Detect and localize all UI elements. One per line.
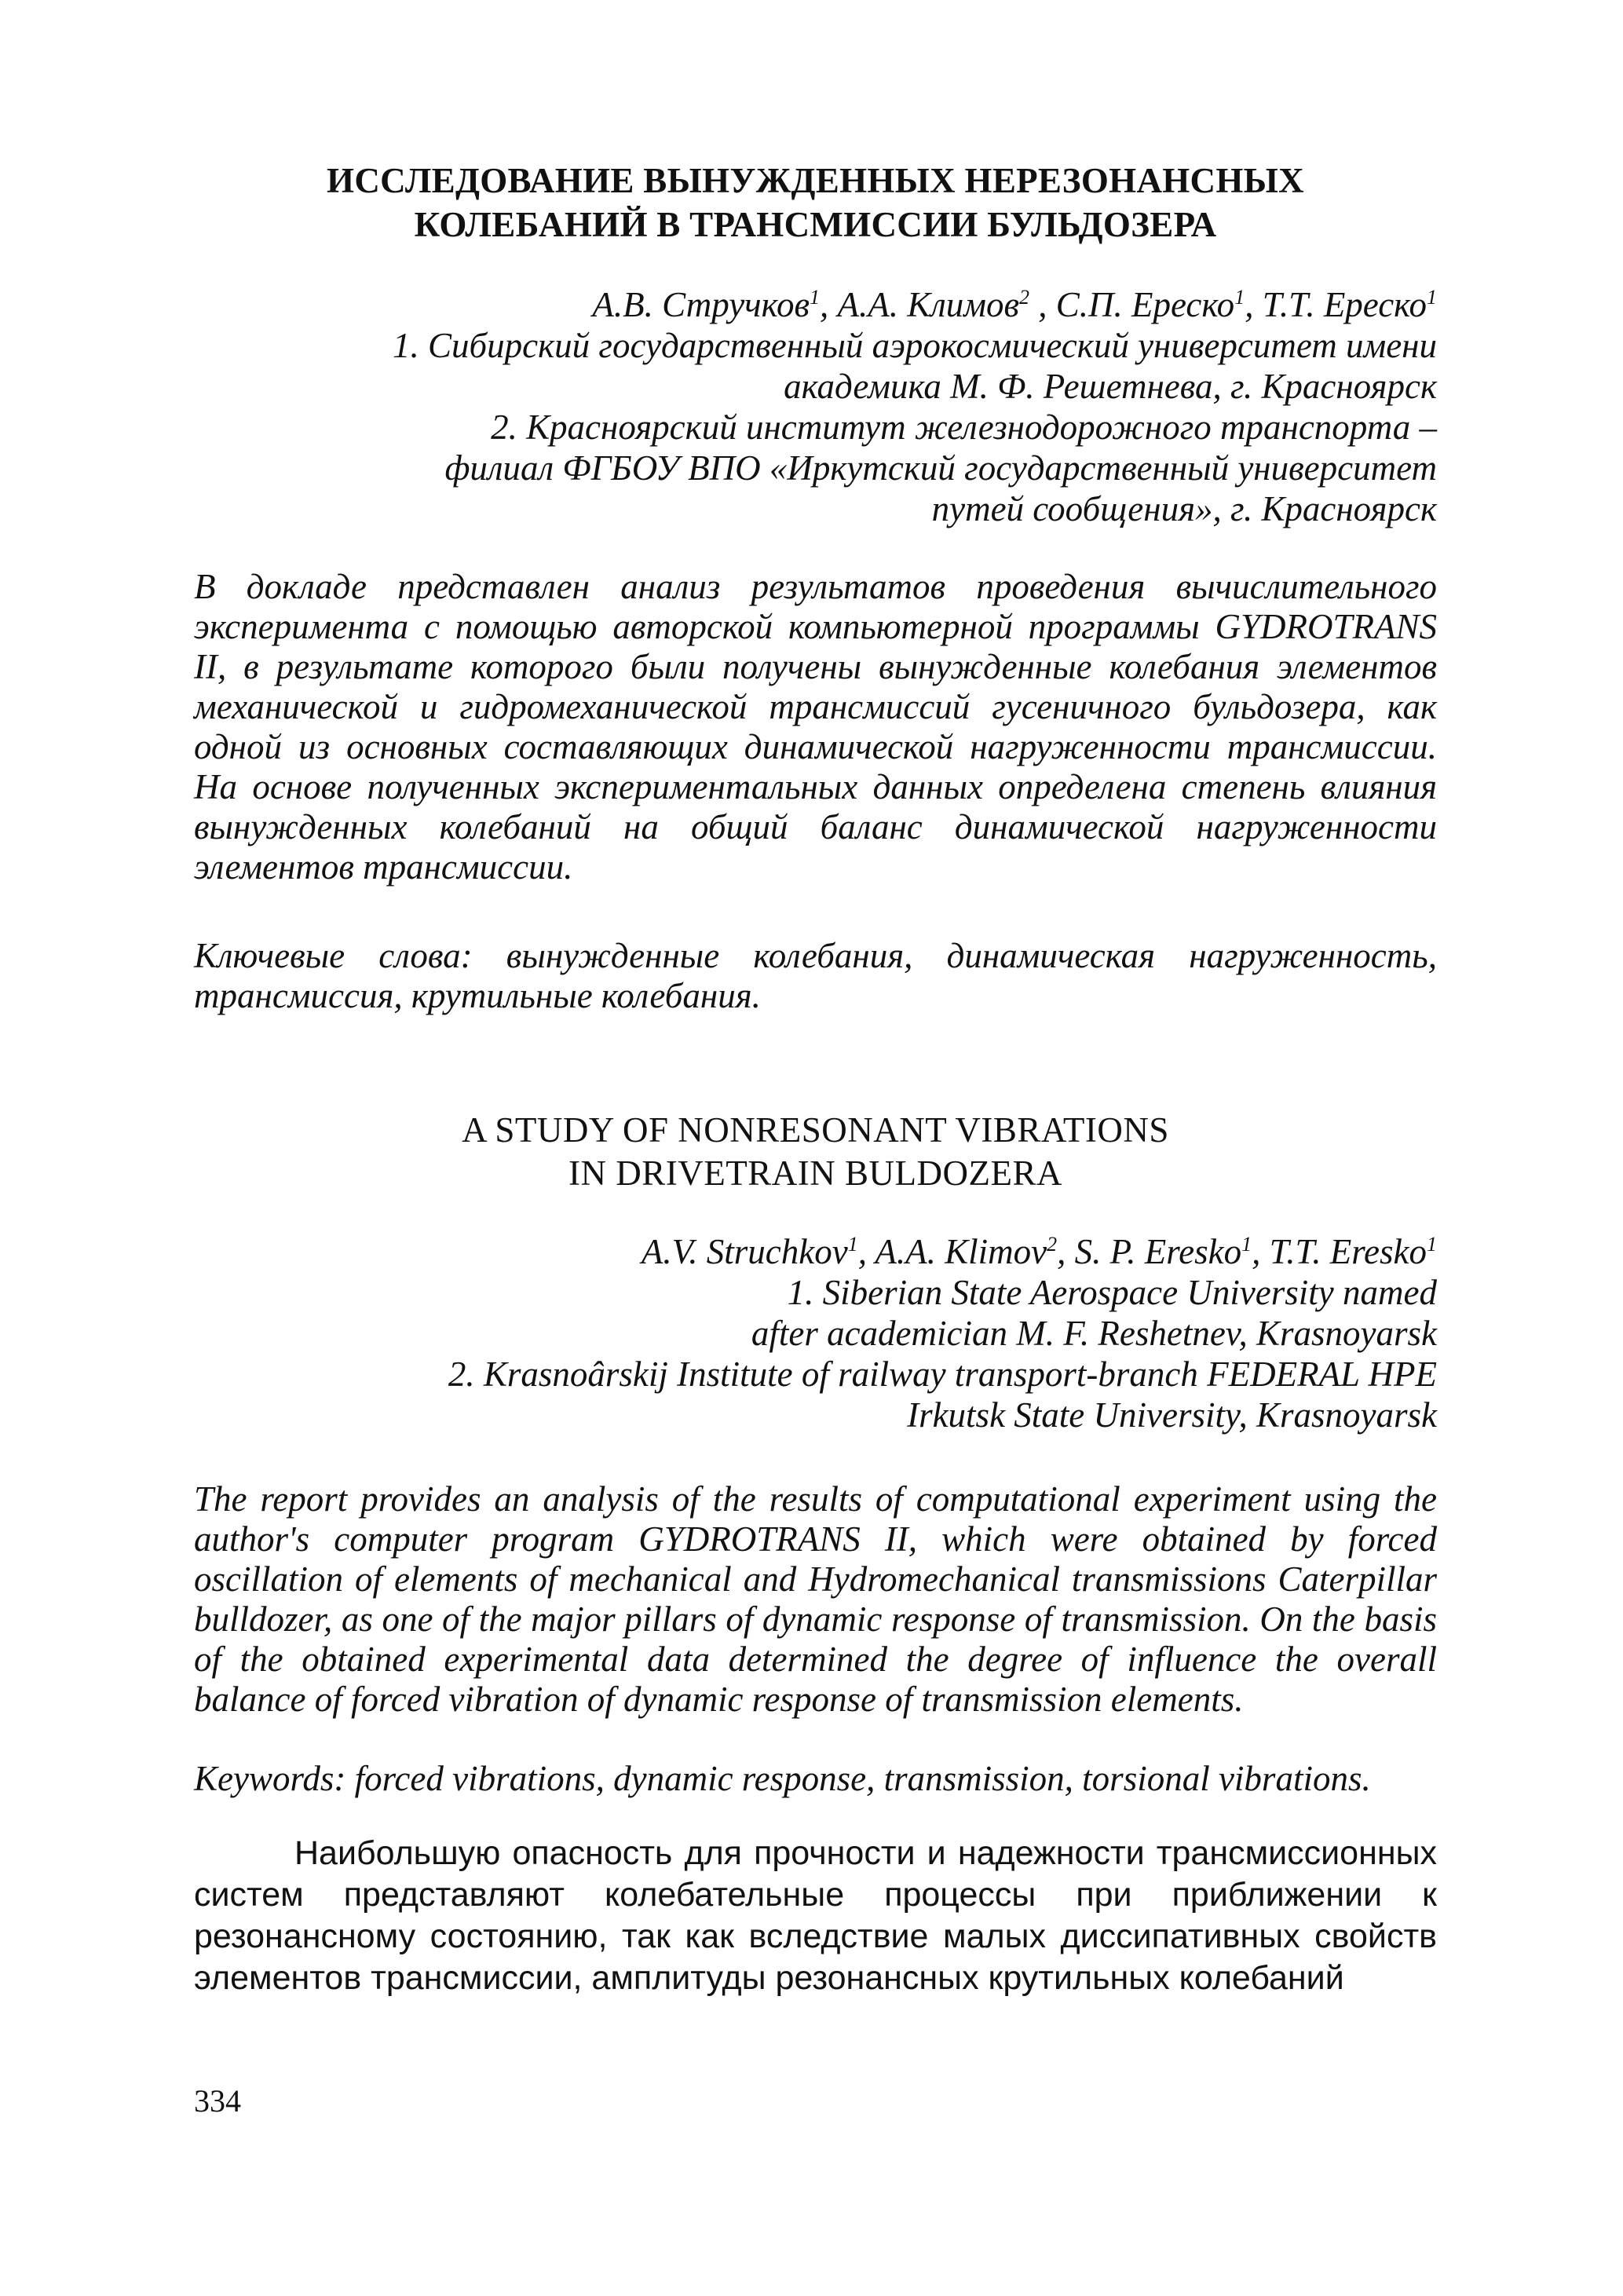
author-ru-3-affil: 1 bbox=[1234, 286, 1245, 309]
author-en-2: , A.A. Klimov bbox=[857, 1232, 1047, 1271]
author-en-1-affil: 1 bbox=[847, 1233, 858, 1256]
paper-title-ru bbox=[194, 159, 1437, 247]
title-ru-line-1: ИССЛЕДОВАНИЕ ВЫНУЖДЕННЫХ НЕРЕЗОНАНСНЫХ bbox=[327, 161, 1304, 200]
author-ru-1: А.В. Стручков bbox=[592, 285, 810, 324]
abstract-en: The report provides an analysis of the results of computational experiment using the author's computer program GYDROTRANS II, which were obtained by forced oscillation of elements of mechanical and Hydromechanical transmissions Caterpillar bulldozer, as one of the major pillars of dynamic response of transmission. On the basis of the obtained experimental data determined the degree of influence the overall balance of forced vibration of dynamic response of transmission elements. bbox=[194, 1479, 1437, 1719]
affiliation-ru-line: путей сообщения», г. Красноярск bbox=[931, 489, 1437, 528]
author-ru-1-affil: 1 bbox=[810, 286, 820, 309]
author-en-1: A.V. Struchkov bbox=[641, 1232, 848, 1271]
title-en-line-1: A STUDY OF NONRESONANT VIBRATIONS bbox=[462, 1110, 1169, 1150]
authors-block-ru bbox=[194, 284, 1437, 529]
title-en-line-2: IN DRIVETRAIN BULDOZERA bbox=[568, 1153, 1062, 1193]
author-list-en bbox=[194, 1231, 1437, 1272]
body-paragraph: Наибольшую опасность для прочности и надежности трансмиссионных систем представляют колебательные процессы при приближении к резонансному состоянию, так как вследствие малых диссипативных свойств элементов трансмиссии, амплитуды резонансных крутильных колебаний bbox=[194, 1834, 1437, 1997]
affiliation-en-line: 2. Krasnoârskij Institute of railway transport-branch FEDERAL HPE bbox=[448, 1355, 1437, 1394]
keywords-en: Keywords: forced vibrations, dynamic response, transmission, torsional vibrations. bbox=[194, 1759, 1371, 1798]
affiliation-ru-line: академика М. Ф. Решетнева, г. Красноярск bbox=[784, 367, 1437, 406]
page-number: 334 bbox=[194, 2083, 241, 2119]
author-en-4: , T.T. Eresko bbox=[1252, 1232, 1427, 1271]
affiliation-ru-line: 1. Сибирский государственный аэрокосмический университет имени bbox=[392, 326, 1437, 365]
paper-title-en bbox=[194, 1109, 1437, 1195]
author-en-2-affil: 2 bbox=[1047, 1233, 1058, 1256]
author-ru-4: , Т.Т. Ереско bbox=[1245, 285, 1427, 324]
author-ru-2-affil: 2 bbox=[1018, 286, 1029, 309]
abstract-ru: В докладе представлен анализ результатов проведения вычислительного эксперимента с помощью авторской компьютерной программы GYDROTRANS II, в результате которого были получены вынужденные колебания элементов механической и гидромеханической трансмиссий гусеничного бульдозера, как одной из основных составляющих динамической нагруженности трансмиссии. На основе полученных экспериментальных данных определена степень влияния вынужденных колебаний на общий баланс динамической нагруженности элементов трансмиссии. bbox=[194, 567, 1437, 887]
author-ru-4-affil: 1 bbox=[1427, 286, 1437, 309]
author-ru-2: , А.А. Климов bbox=[820, 285, 1019, 324]
paper-page bbox=[194, 0, 1437, 2296]
author-list-ru bbox=[194, 284, 1437, 325]
affiliation-ru-line: филиал ФГБОУ ВПО «Иркутский государственный университет bbox=[444, 448, 1437, 488]
affiliation-en-line: 1. Siberian State Aerospace University named bbox=[787, 1273, 1437, 1312]
author-en-4-affil: 1 bbox=[1427, 1233, 1437, 1256]
title-ru-line-2: КОЛЕБАНИЙ В ТРАНСМИССИИ БУЛЬДОЗЕРА bbox=[414, 205, 1217, 244]
keywords-ru: Ключевые слова: вынужденные колебания, динамическая нагруженность, трансмиссия, крутильные колебания. bbox=[194, 936, 1437, 1015]
author-en-3: , S. P. Eresko bbox=[1057, 1232, 1242, 1271]
affiliation-en-line: after academician M. F. Reshetnev, Krasnoyarsk bbox=[751, 1314, 1437, 1353]
author-ru-3: , С.П. Ереско bbox=[1029, 285, 1235, 324]
affiliation-ru-line: 2. Красноярский институт железнодорожного транспорта – bbox=[491, 408, 1437, 447]
affiliation-en-line: Irkutsk State University, Krasnoyarsk bbox=[907, 1395, 1437, 1435]
author-en-3-affil: 1 bbox=[1241, 1233, 1252, 1256]
authors-block-en bbox=[194, 1231, 1437, 1435]
